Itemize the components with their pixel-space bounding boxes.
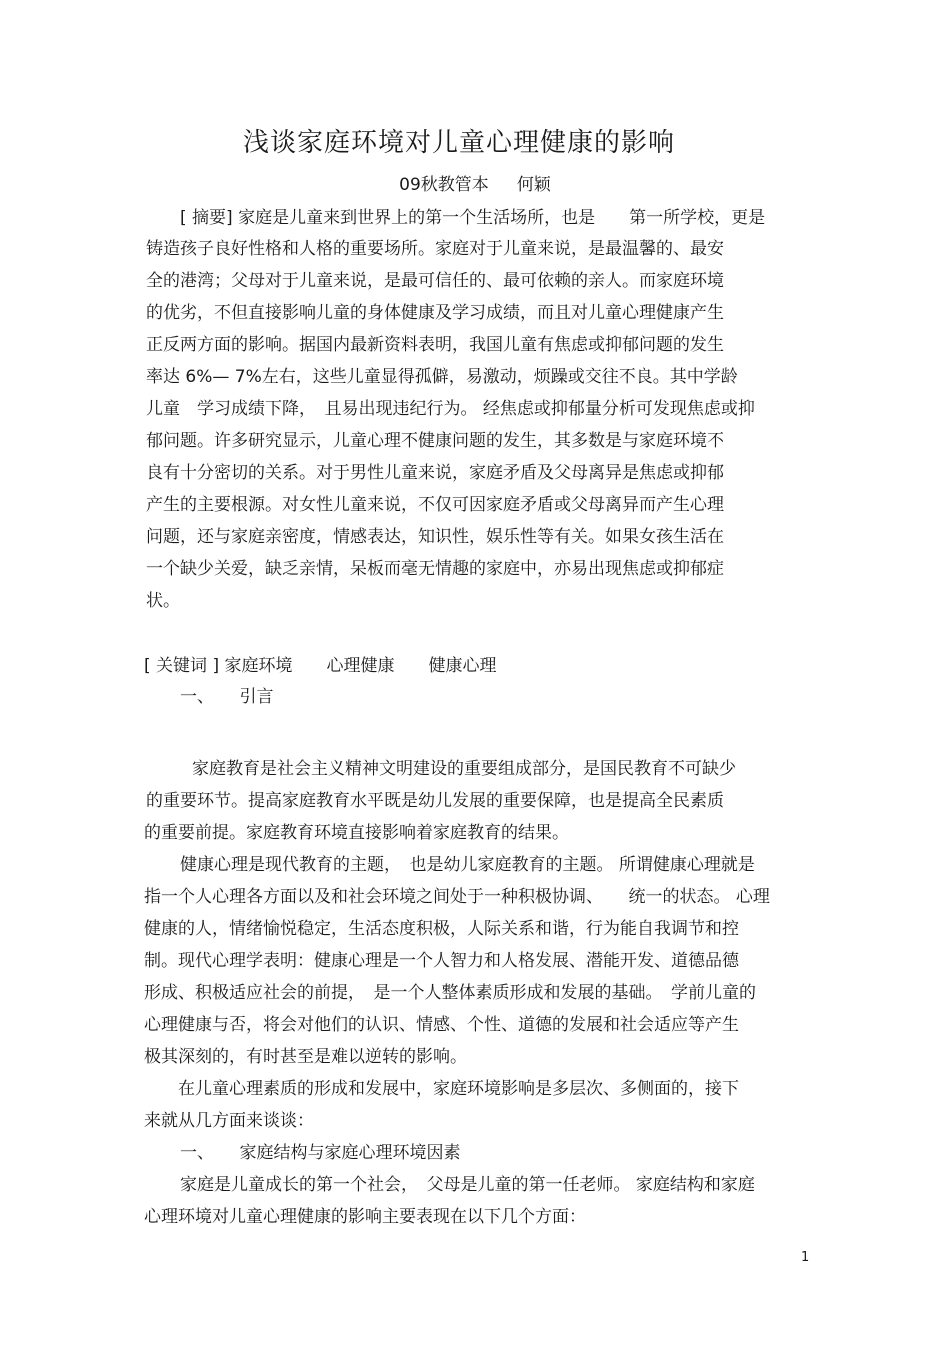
body-line: 极其深刻的，有时甚至是难以逆转的影响。 <box>144 1047 467 1067</box>
body-line: 制。现代心理学表明：健康心理是一个人智力和人格发展、潜能开发、道德品德 <box>144 951 739 971</box>
body-line: 家庭教育是社会主义精神文明建设的重要组成部分，是国民教育不可缺少 <box>192 759 736 779</box>
keywords-line: [ 关键词 ] 家庭环境 心理健康 健康心理 <box>144 656 497 676</box>
abstract-line: 正反两方面的影响。据国内最新资料表明，我国儿童有焦虑或抑郁问题的发生 <box>146 335 724 355</box>
body-line: 家庭是儿童成长的第一个社会， 父母是儿童的第一任老师。 家庭结构和家庭 <box>180 1175 755 1195</box>
body-line: 健康心理是现代教育的主题， 也是幼儿家庭教育的主题。 所谓健康心理就是 <box>180 855 755 875</box>
body-line: 心理健康与否，将会对他们的认识、情感、个性、道德的发展和社会适应等产生 <box>144 1015 739 1035</box>
abstract-line: 状。 <box>146 591 180 611</box>
author-class: 09秋教管本 <box>399 175 489 195</box>
abstract-line: 良有十分密切的关系。对于男性儿童来说，家庭矛盾及父母离异是焦虑或抑郁 <box>146 463 724 483</box>
body-line: 心理环境对儿童心理健康的影响主要表现在以下几个方面： <box>144 1207 586 1227</box>
body-line: 的重要前提。家庭教育环境直接影响着家庭教育的结果。 <box>144 823 569 843</box>
body-line: 来就从几方面来谈谈： <box>144 1111 314 1131</box>
document-title: 浅谈家庭环境对儿童心理健康的影响 <box>242 128 675 158</box>
body-line: 在儿童心理素质的形成和发展中，家庭环境影响是多层次、多侧面的，接下 <box>178 1079 739 1099</box>
abstract-line: 率达 6%— 7%左右，这些儿童显得孤僻，易激动，烦躁或交往不良。其中学龄 <box>146 367 738 387</box>
author-name: 何颖 <box>516 175 551 195</box>
body-line: 形成、积极适应社会的前提， 是一个人整体素质形成和发展的基础。 学前儿童的 <box>144 983 756 1003</box>
abstract-line: 全的港湾；父母对于儿童来说，是最可信任的、最可依赖的亲人。而家庭环境 <box>146 271 724 291</box>
abstract-line: 铸造孩子良好性格和人格的重要场所。家庭对于儿童来说，是最温馨的、最安 <box>146 239 724 259</box>
abstract-line: [ 摘要] 家庭是儿童来到世界上的第一个生活场所，也是 第一所学校，更是 <box>180 208 766 228</box>
author-line <box>0 170 950 195</box>
abstract-line: 的优劣，不但直接影响儿童的身体健康及学习成绩，而且对儿童心理健康产生 <box>146 303 724 323</box>
abstract-line: 产生的主要根源。对女性儿童来说，不仅可因家庭矛盾或父母离异而产生心理 <box>146 495 724 515</box>
abstract-line: 问题，还与家庭亲密度，情感表达，知识性，娱乐性等有关。如果女孩生活在 <box>146 527 724 547</box>
abstract-line: 郁问题。许多研究显示，儿童心理不健康问题的发生，其多数是与家庭环境不 <box>146 431 724 451</box>
section-heading: 一、 家庭结构与家庭心理环境因素 <box>180 1143 461 1163</box>
body-line: 指一个人心理各方面以及和社会环境之间处于一种积极协调、 统一的状态。 心理 <box>144 887 770 907</box>
abstract-line: 一个缺少关爱，缺乏亲情，呆板而毫无情趣的家庭中，亦易出现焦虑或抑郁症 <box>146 559 724 579</box>
page-number: 1 <box>801 1250 810 1265</box>
body-line: 健康的人，情绪愉悦稳定，生活态度积极，人际关系和谐，行为能自我调节和控 <box>144 919 739 939</box>
body-line: 的重要环节。提高家庭教育水平既是幼儿发展的重要保障，也是提高全民素质 <box>146 791 724 811</box>
section-heading: 一、 引言 <box>180 687 274 707</box>
abstract-line: 儿童 学习成绩下降， 且易出现违纪行为。 经焦虑或抑郁量分析可发现焦虑或抑 <box>146 399 755 419</box>
